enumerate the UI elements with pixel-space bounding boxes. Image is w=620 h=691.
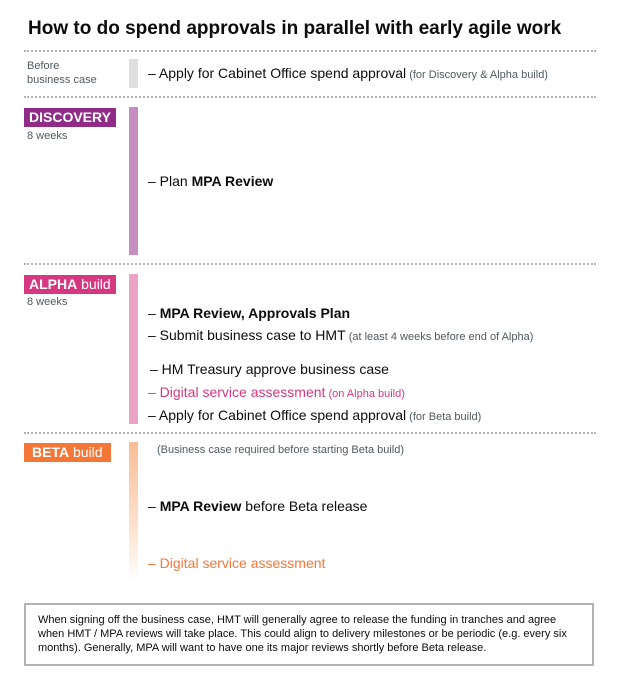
mpa-review-text: MPA Review bbox=[159, 498, 242, 514]
submit-note: (at least 4 weeks before end of Alpha) bbox=[345, 331, 534, 343]
alpha-weeks: 8 weeks bbox=[27, 296, 68, 308]
beta-review-item bbox=[148, 498, 367, 514]
divider bbox=[24, 50, 596, 52]
mpa-review-text: MPA Review bbox=[191, 173, 274, 189]
discovery-bar bbox=[129, 107, 138, 255]
before-apply-item bbox=[148, 65, 548, 81]
assessment-text: – Digital service assessment bbox=[148, 384, 326, 400]
review-plan-text: MPA Review, Approvals Plan bbox=[159, 305, 351, 321]
alpha-review-item bbox=[148, 305, 350, 321]
divider bbox=[24, 96, 596, 98]
before-label-line1: Before bbox=[27, 60, 60, 72]
discovery-plan-item bbox=[148, 173, 273, 189]
discovery-badge: DISCOVERY bbox=[24, 108, 116, 127]
beta-note: (Business case required before starting Beta build) bbox=[157, 444, 405, 456]
dash: – bbox=[148, 305, 160, 321]
divider bbox=[24, 263, 596, 265]
apply-text: – Apply for Cabinet Office spend approval bbox=[148, 407, 407, 423]
dash: – bbox=[148, 498, 160, 514]
before-bar bbox=[129, 59, 138, 88]
before-business-case-label bbox=[27, 59, 97, 87]
beta-badge: BETA build bbox=[24, 443, 111, 462]
submit-text: – Submit business case to HMT bbox=[148, 327, 346, 343]
before-label-line2: business case bbox=[27, 74, 97, 86]
beta-bar bbox=[129, 442, 138, 582]
alpha-assessment-item bbox=[148, 384, 405, 400]
footer-note-box: When signing off the business case, HMT will generally agree to release the funding in tranches and agree when HMT / MPA reviews will take place. This could align to delivery milestones or be periodic (e.g. every six months). Generally, MPA will want to have one its major reviews shortly before Beta release. bbox=[24, 603, 594, 666]
page-title: How to do spend approvals in parallel with early agile work bbox=[28, 18, 562, 39]
alpha-treasury-item: – HM Treasury approve business case bbox=[150, 361, 389, 377]
apply-text: Apply for Cabinet Office spend approval bbox=[158, 65, 407, 81]
dash-text: – Plan bbox=[148, 173, 192, 189]
alpha-apply-item bbox=[148, 407, 481, 423]
alpha-badge: ALPHA build bbox=[24, 275, 116, 294]
discovery-weeks: 8 weeks bbox=[27, 130, 68, 142]
beta-assessment-item: – Digital service assessment bbox=[148, 555, 326, 571]
alpha-submit-item bbox=[148, 327, 533, 343]
review-rest: before Beta release bbox=[241, 498, 368, 514]
assessment-note: (on Alpha build) bbox=[325, 388, 405, 400]
apply-note: (for Beta build) bbox=[406, 411, 482, 423]
apply-note: (for Discovery & Alpha build) bbox=[406, 69, 548, 81]
divider bbox=[24, 432, 596, 434]
alpha-bar bbox=[129, 274, 138, 424]
dash: – bbox=[148, 65, 159, 81]
